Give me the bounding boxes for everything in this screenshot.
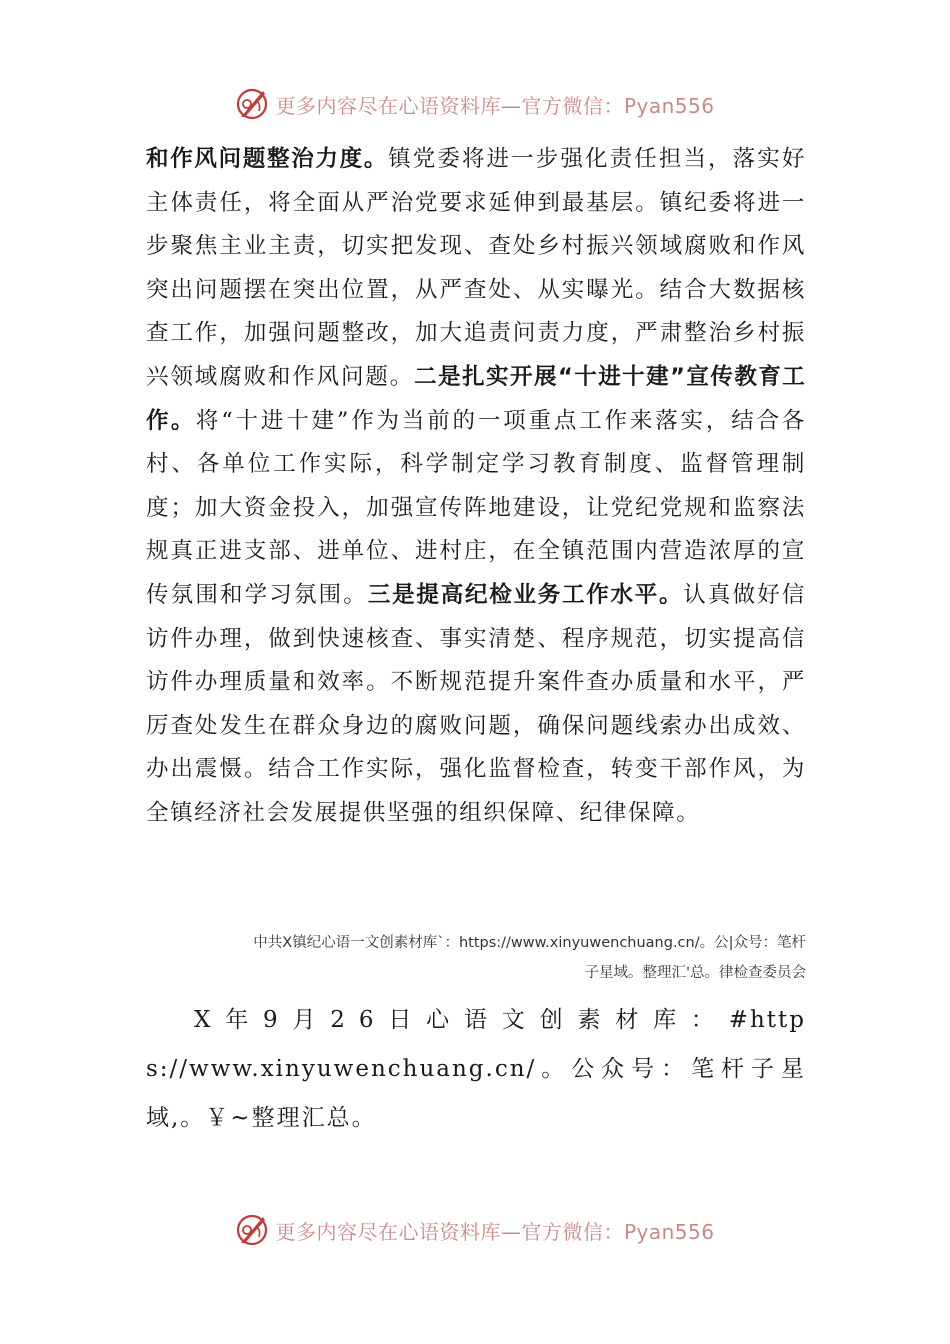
footer-watermark-banner <box>0 1210 950 1250</box>
bold-heading-1: 和作风问题整治力度。 <box>146 146 389 172</box>
banner-text: 更多内容尽在心语资料库—官方微信：Pyan556 <box>275 93 715 118</box>
body-sentence-1: 镇党委将进一步强化责任担当，落实好主体责任，将全面从严治党要求延伸到最基层。镇纪委将进一步聚焦主业主责，切实把发现、查处乡村振兴领域腐败和作风突出问题摆在突出位置，从严查处、从实曝光。结合大数据核查工作，加强问题整改，加大追责问责力度，严肃整治乡村振兴领域腐败和作风问题。 <box>146 146 806 390</box>
signature-line-1: 中共X镇纪心语一文创素材库`：https://www.xinyuwenchuang.cn/。公|众号：笔杆 <box>253 935 806 951</box>
quill-logo-icon <box>235 87 269 121</box>
body-sentence-3: 认真做好信访件办理，做到快速核查、事实清楚、程序规范，切实提高信访件办理质量和效率。不断规范提升案件查办质量和水平，严厉查处发生在群众身边的腐败问题，确保问题线索办出成效、办出震慑。结合工作实际，强化监督检查，转变干部作风，为全镇经济社会发展提供坚强的组织保障、纪律保障。 <box>146 581 806 826</box>
body-sentence-2: 将“十进十建”作为当前的一项重点工作来落实，结合各村、各单位工作实际，科学制定学习教育制度、监督管理制度；加大资金投入，加强宣传阵地建设，让党纪党规和监察法规真正进支部、进单位、进村庄，在全镇范围内营造浓厚的宣传氛围和学习氛围。 <box>146 407 806 608</box>
date-text: X年9月26日心语文创素材库： <box>194 1007 729 1033</box>
quill-logo-icon <box>235 1213 269 1247</box>
signature-line-2: 子星域。整理汇'总。律检查委员会 <box>584 965 806 981</box>
body-paragraph <box>146 138 806 836</box>
bold-heading-2: 二是扎实开展“十进十建”宣传教育工作。 <box>146 363 806 434</box>
date-tail-text: #https://www.xinyuwenchuang.cn/。公众号：笔杆子星域,。￥~整理汇总。 <box>146 1007 806 1131</box>
date-paragraph <box>146 996 806 1143</box>
bold-heading-3: 三是提高纪检业务工作水平。 <box>367 581 684 608</box>
signature-block <box>146 928 806 988</box>
header-watermark-banner <box>0 84 950 124</box>
banner-text: 更多内容尽在心语资料库—官方微信：Pyan556 <box>275 1219 715 1244</box>
